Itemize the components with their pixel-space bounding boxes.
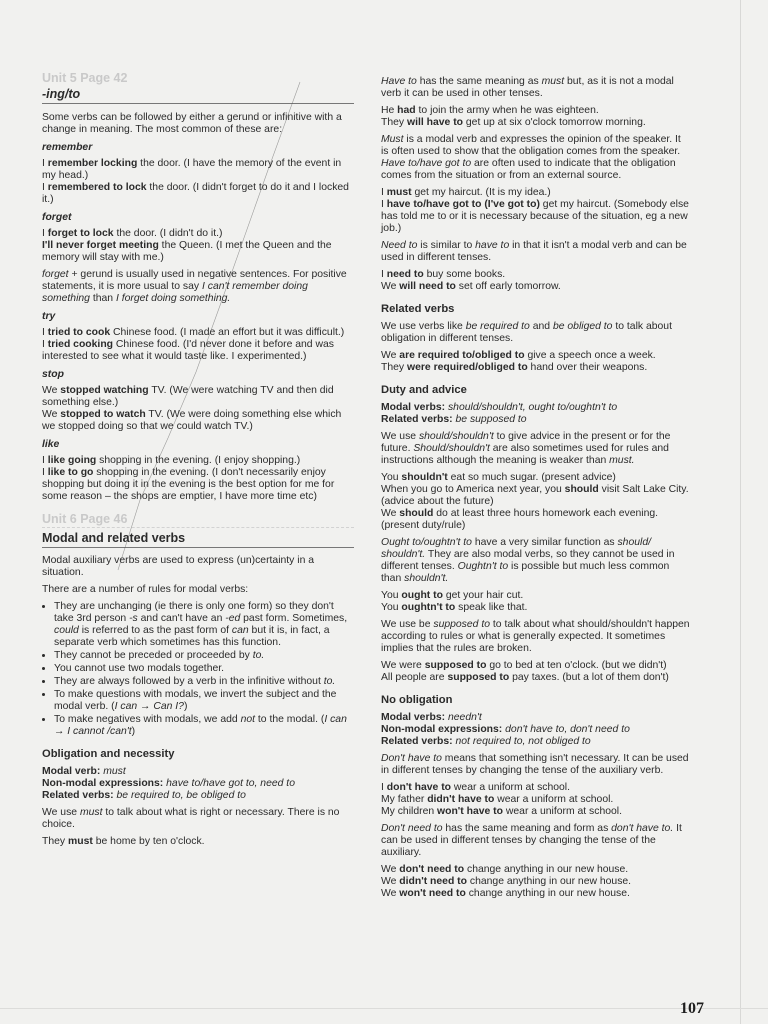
must-explanation: Must is a modal verb and expresses the opinion of the speaker. It is often used to show that the obligation comes from the speaker. Have to/have got to are often used to indicate that the obligation comes from the situation or from an external source. xyxy=(381,134,681,181)
ought-to-explanation: Ought to/oughtn't to have a very similar function as should/ shouldn't. They are also modal verbs, so they cannot be used in different tenses. Oughtn't to is possible but much less common than shouldn't. xyxy=(381,537,675,584)
no-obligation-heading: No obligation xyxy=(381,694,453,706)
have-to-example-1: He had to join the army when he was eighteen. xyxy=(381,105,599,116)
must-example-2: I have to/have got to (I've got to) get my haircut. (Somebody else has told me to or it is necessary because of the situation, eg a new job.) xyxy=(381,199,689,234)
need-to-example-2: We will need to set off early tomorrow. xyxy=(381,281,561,292)
modal-rule-6: • To make negatives with modals, we add not to the modal. (I can → I cannot /can't) xyxy=(54,714,354,738)
modal-rule-5: • To make questions with modals, we invert the subject and the modal verb. (I can → Can I?) xyxy=(54,689,354,713)
dont-have-to-explanation: Don't have to means that something isn't necessary. It can be used in different tenses by changing the tense of the auxiliary verb. xyxy=(381,753,689,776)
dont-need-to-explanation: Don't need to has the same meaning and form as don't have to. It can be used in different tenses by changing the tense of the auxiliary. xyxy=(381,823,682,858)
forget-example-2: I'll never forget meeting the Queen. (I met the Queen and the memory will stay with me.) xyxy=(42,240,332,263)
modal-rule-1: • They are unchanging (ie there is only one form) so they don't take 3rd person -s and can't have an -ed past form. Sometimes, could is referred to as the past form of can but it is, in fact, a separate verb which sometimes has this function. xyxy=(54,601,354,649)
obligation-heading: Obligation and necessity xyxy=(42,748,175,760)
intro-paragraph: Some verbs can be followed by either a gerund or infinitive with a change in meaning. The most common of these are: xyxy=(42,112,342,135)
related-example-1: We are required to/obliged to give a speech once a week. xyxy=(381,350,656,361)
obligation-example: They must be home by ten o'clock. xyxy=(42,836,205,847)
duty-advice-heading: Duty and advice xyxy=(381,384,467,396)
left-column xyxy=(42,72,354,853)
unit5-heading: Unit 5 Page 42 xyxy=(42,71,128,85)
dont-need-to-example-1: We don't need to change anything in our new house. xyxy=(381,864,629,875)
have-to-example-2: They will have to get up at six o'clock tomorrow morning. xyxy=(381,117,646,128)
like-example-2: I like to go shopping in the evening. (I don't necessarily enjoy shopping but doing it in the evening is the best option for me for some reason – the shops are emptier, I have more time etc) xyxy=(42,467,335,502)
dont-need-to-example-3: We won't need to change anything in our new house. xyxy=(381,888,630,899)
right-column xyxy=(381,76,691,900)
forget-example-1: I forget to lock the door. (I didn't do it.) xyxy=(42,228,223,239)
stop-example-2: We stopped to watch TV. (We were doing something else which we stopped doing so that we could watch TV.) xyxy=(42,409,342,432)
stop-example-1: We stopped watching TV. (We were watching TV and then did something else.) xyxy=(42,385,334,408)
obligation-non-modal: Non-modal expressions: have to/have got to, need to xyxy=(42,778,295,789)
supposed-to-explanation: We use be supposed to to talk about what should/shouldn't happen according to rules or what is generally expected. It sometimes implies that the rules are broken. xyxy=(381,619,690,654)
ingto-title: -ing/to xyxy=(42,88,354,104)
remember-example-2: I remembered to lock the door. (I didn't forget to do it and I locked it.) xyxy=(42,182,349,205)
supposed-to-example-2: All people are supposed to pay taxes. (but a lot of them don't) xyxy=(381,672,669,683)
ought-to-example-1: You ought to get your hair cut. xyxy=(381,590,524,601)
modal-rules-list xyxy=(42,601,354,738)
dont-need-to-example-2: We didn't need to change anything in our new house. xyxy=(381,876,632,887)
duty-related-verbs: Related verbs: be supposed to xyxy=(381,414,527,425)
modal-intro-2: There are a number of rules for modal verbs: xyxy=(42,584,249,595)
dont-have-to-example-3: My children won't have to wear a uniform at school. xyxy=(381,806,622,817)
no-obligation-modal: Modal verbs: needn't xyxy=(381,712,482,723)
should-example-1: You shouldn't eat so much sugar. (present advice) xyxy=(381,472,616,483)
no-obligation-related: Related verbs: not required to, not obliged to xyxy=(381,736,591,747)
need-to-explanation: Need to is similar to have to in that it isn't a modal verb and can be used in different tenses. xyxy=(381,240,687,263)
obligation-related: Related verbs: be required to, be obliged to xyxy=(42,790,246,801)
need-to-example-1: I need to buy some books. xyxy=(381,269,506,280)
should-example-3: We should do at least three hours homework each evening. (present duty/rule) xyxy=(381,508,659,531)
ought-to-example-2: You oughtn't to speak like that. xyxy=(381,602,528,613)
try-example-2: I tried cooking Chinese food. (I'd never done it before and was interested to see what it would taste like. I experimented.) xyxy=(42,339,334,362)
like-label: like xyxy=(42,439,60,450)
dont-have-to-example-1: I don't have to wear a uniform at school. xyxy=(381,782,571,793)
unit6-heading: Unit 6 Page 46 xyxy=(42,513,354,528)
forget-note: forget + gerund is usually used in negative sentences. For positive statements, it is more usual to say I can't remember doing something than I forget doing something. xyxy=(42,269,347,304)
page-bottom-line xyxy=(0,1008,768,1009)
obligation-modal-verb: Modal verb: must xyxy=(42,766,126,777)
like-example-1: I like going shopping in the evening. (I enjoy shopping.) xyxy=(42,455,301,466)
duty-modal-verbs: Modal verbs: should/shouldn't, ought to/oughtn't to xyxy=(381,402,618,413)
dont-have-to-example-2: My father didn't have to wear a uniform at school. xyxy=(381,794,614,805)
related-example-2: They were required/obliged to hand over their weapons. xyxy=(381,362,648,373)
related-verbs-heading: Related verbs xyxy=(381,303,455,315)
try-label: try xyxy=(42,311,56,322)
remember-example-1: I remember locking the door. (I have the memory of the event in my head.) xyxy=(42,158,342,181)
supposed-to-example-1: We were supposed to go to bed at ten o'clock. (but we didn't) xyxy=(381,660,667,671)
no-obligation-non-modal: Non-modal expressions: don't have to, don't need to xyxy=(381,724,630,735)
should-explanation: We use should/shouldn't to give advice in the present or for the future. Should/shouldn't are also sometimes used for rules and instructions although the meaning is weaker than must. xyxy=(381,431,671,466)
modal-rule-4: • They are always followed by a verb in the infinitive without to. xyxy=(54,676,354,688)
must-example-1: I must get my haircut. (It is my idea.) xyxy=(381,187,551,198)
modal-rule-3: • You cannot use two modals together. xyxy=(54,663,354,675)
try-example-1: I tried to cook Chinese food. (I made an effort but it was difficult.) xyxy=(42,327,345,338)
stop-label: stop xyxy=(42,369,64,380)
modal-verbs-title: Modal and related verbs xyxy=(42,532,354,548)
obligation-explanation: We use must to talk about what is right or necessary. There is no choice. xyxy=(42,807,340,830)
page-edge-line xyxy=(740,0,741,1024)
page-number: 107 xyxy=(680,1000,704,1017)
remember-label: remember xyxy=(42,142,93,153)
modal-rule-2: • They cannot be preceded or proceeded by to. xyxy=(54,650,354,662)
forget-label: forget xyxy=(42,212,72,223)
have-to-explanation: Have to has the same meaning as must but, as it is not a modal verb it can be used in other tenses. xyxy=(381,76,674,99)
modal-intro-1: Modal auxiliary verbs are used to express (un)certainty in a situation. xyxy=(42,555,315,578)
related-explanation: We use verbs like be required to and be obliged to to talk about obligation in different tenses. xyxy=(381,321,672,344)
should-example-2: When you go to America next year, you should visit Salt Lake City. (advice about the future) xyxy=(381,484,689,507)
